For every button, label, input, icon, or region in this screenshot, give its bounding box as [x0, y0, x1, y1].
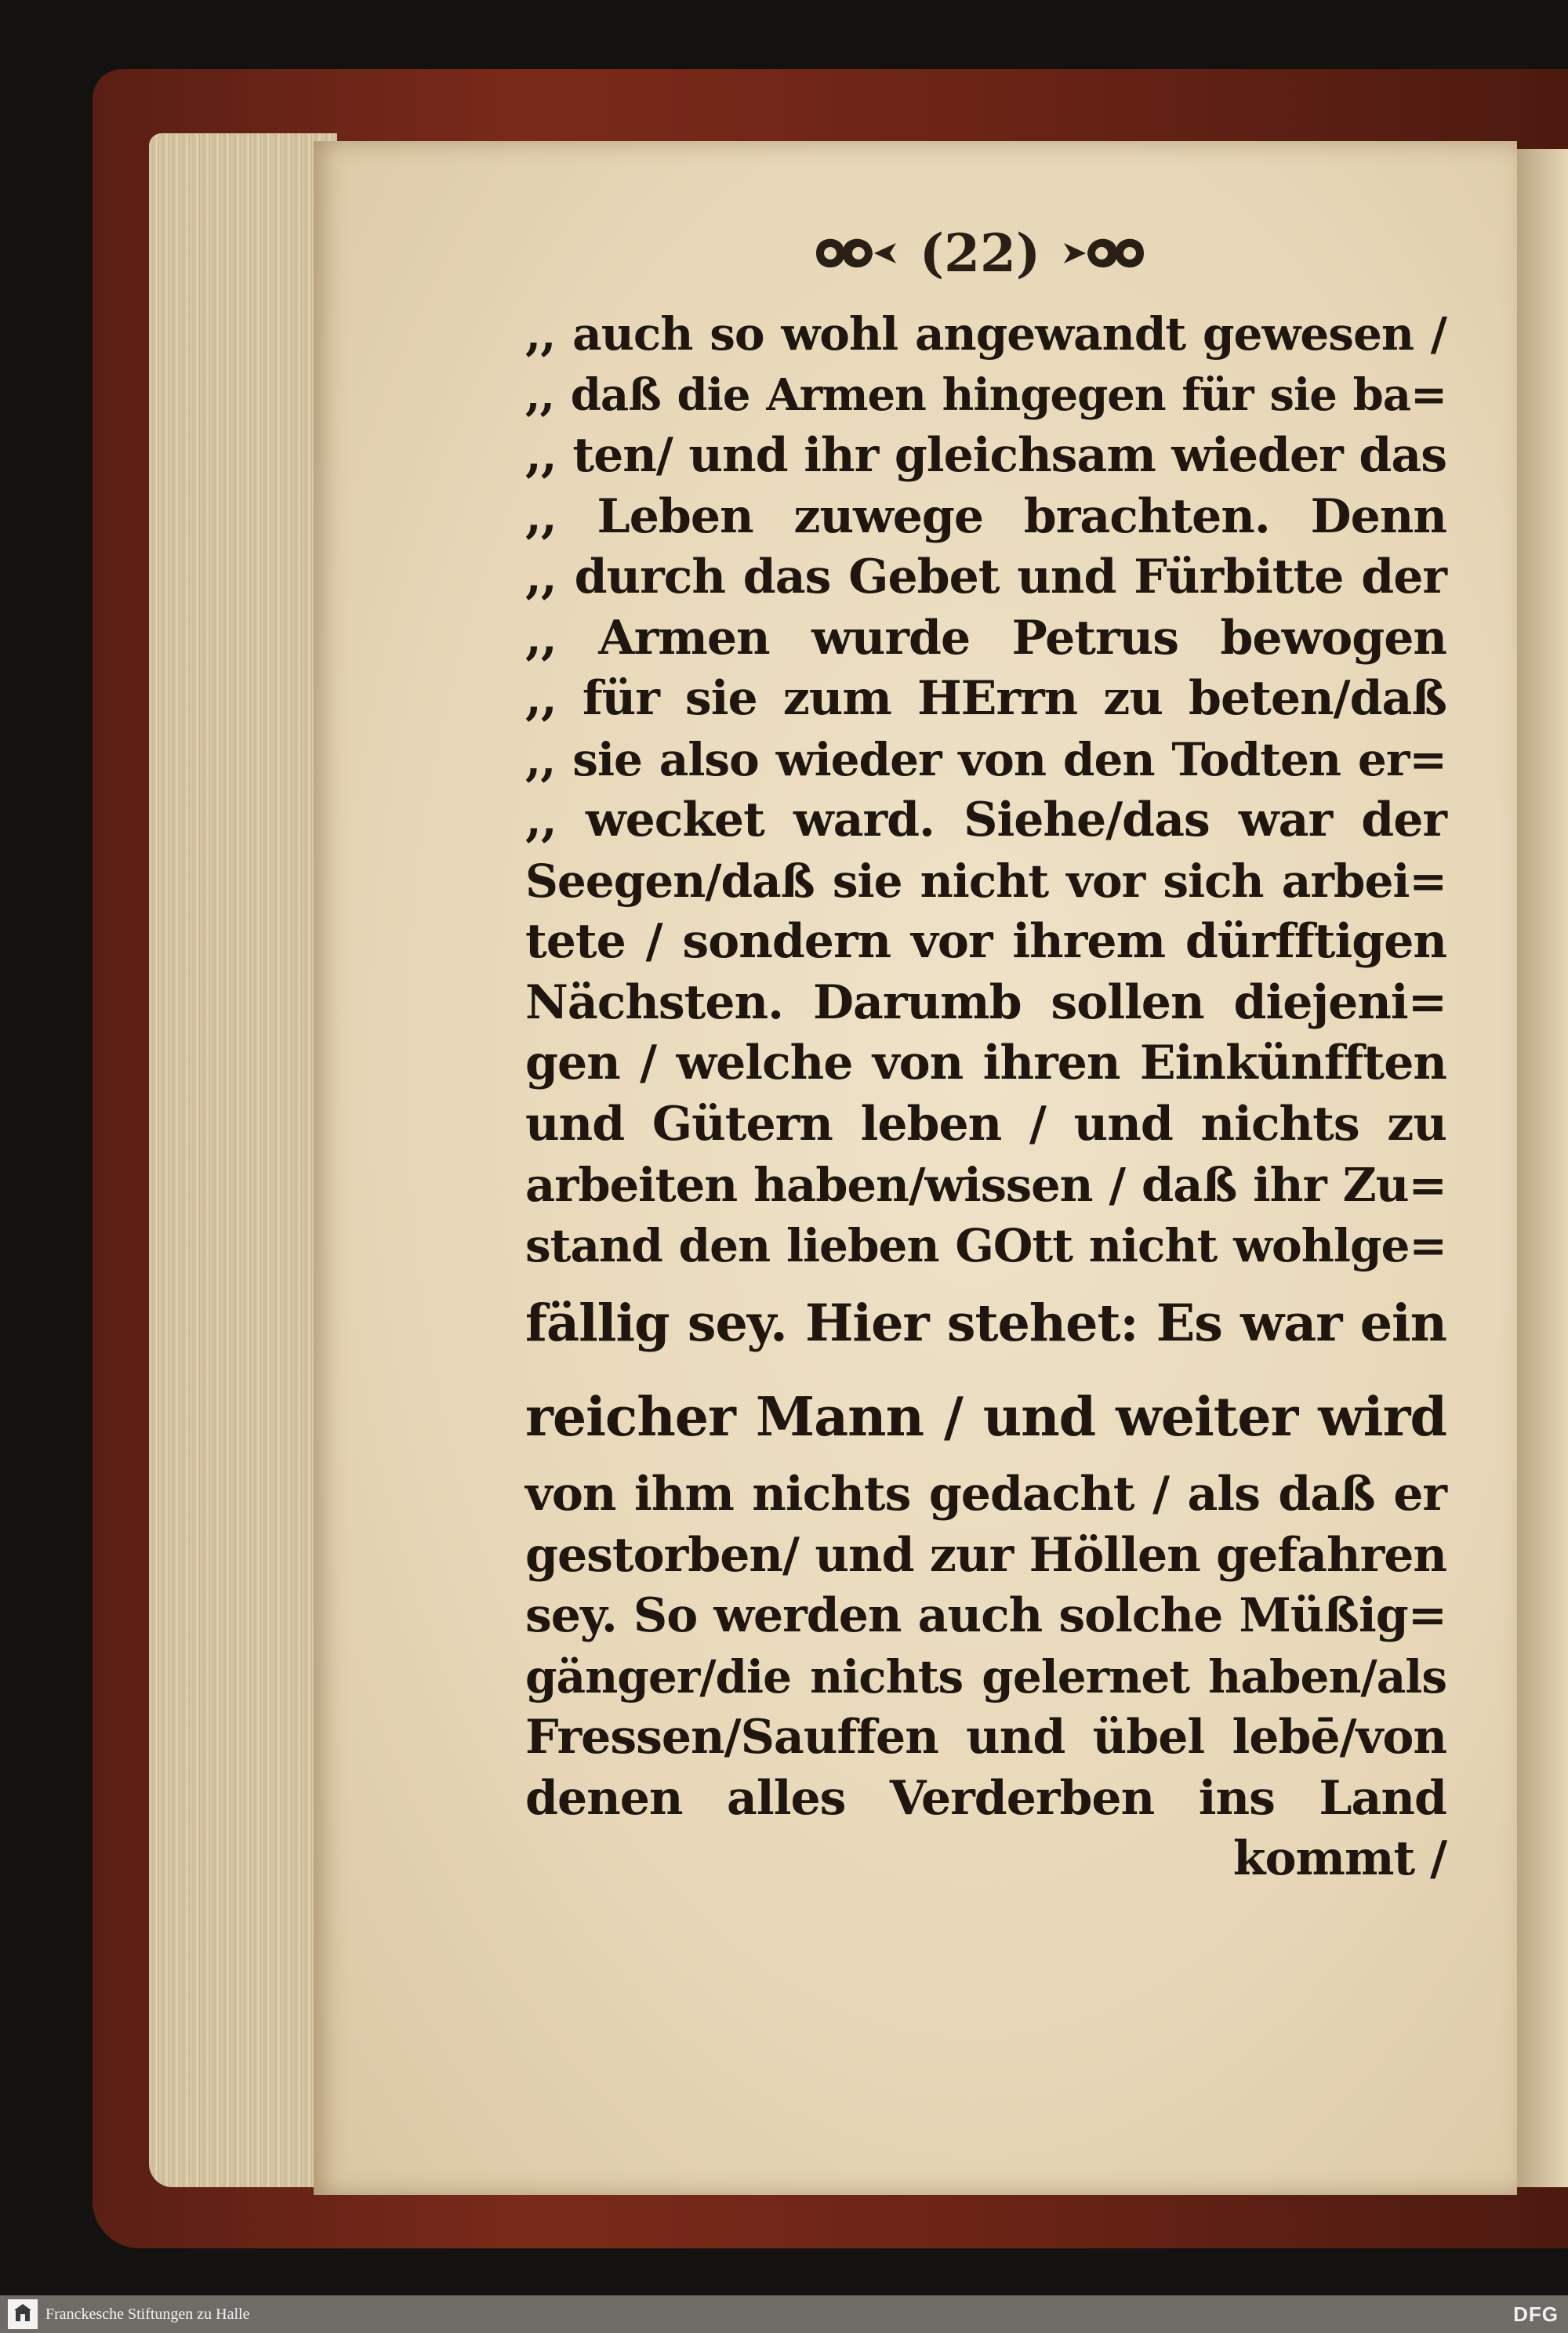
ornament-left-icon [808, 229, 902, 278]
text-line: gen / welche von ihren Einkünfften [525, 1036, 1446, 1090]
text-line: sey. So werden auch solche Müßig= [525, 1588, 1446, 1643]
text-line: gänger/die nichts gelernet haben/als [525, 1649, 1446, 1703]
text-line: Fressen/Sauffen und übel lebē/von [525, 1710, 1446, 1765]
page-text [525, 304, 1446, 1890]
text-line: tete / sondern vor ihrem dürfftigen [525, 914, 1446, 969]
page-number: (22) [919, 223, 1041, 284]
footer-attribution [0, 2299, 249, 2329]
facing-page-edge [1517, 149, 1568, 2187]
text-line: gestorben/ und zur Höllen gefahren [525, 1527, 1446, 1583]
text-line: denen alles Verderben ins Land [525, 1770, 1446, 1826]
text-line: Seegen/daß sie nicht vor sich arbei= [525, 854, 1446, 908]
text-line: reicher Mann / und weiter wird [525, 1386, 1446, 1449]
page-edges [149, 133, 337, 2187]
text-line: ,, für sie zum HErrn zu beten/daß [525, 671, 1446, 726]
ornament-right-icon [1058, 229, 1152, 278]
text-line: ,, wecket ward. Siehe/das war der [525, 793, 1446, 847]
dfg-logo: DFG [1513, 2302, 1559, 2326]
text-line: arbeiten haben/wissen / daß ihr Zu= [525, 1158, 1446, 1212]
institution-name: Franckesche Stiftungen zu Halle [45, 2305, 250, 2323]
text-line: ,, sie also wieder von den Todten er= [525, 732, 1446, 786]
institution-logo-icon [8, 2299, 38, 2329]
page-header [784, 218, 1176, 288]
viewer-footer [0, 2295, 1568, 2333]
text-line: ,, Armen wurde Petrus bewogen [525, 610, 1446, 666]
text-line: ,, daß die Armen hingegen für sie ba= [525, 368, 1446, 421]
text-line: und Gütern leben / und nichts zu [525, 1096, 1446, 1152]
text-line: kommt / [1232, 1831, 1446, 1886]
text-line: ,, auch so wohl angewandt gewesen / [525, 307, 1446, 361]
text-line: ,, ten/ und ihr gleichsam wieder das [525, 428, 1446, 483]
text-line: ,, Leben zuwege brachten. Denn [525, 488, 1446, 544]
text-line: fällig sey. Hier stehet: Es war ein [525, 1293, 1446, 1353]
text-line: ,, durch das Gebet und Fürbitte der [525, 550, 1446, 604]
text-line: stand den lieben GOtt nicht wohlge= [525, 1218, 1446, 1272]
text-line: von ihm nichts gedacht / als daß er [525, 1467, 1446, 1522]
text-line: Nächsten. Darumb sollen diejeni= [525, 974, 1446, 1030]
